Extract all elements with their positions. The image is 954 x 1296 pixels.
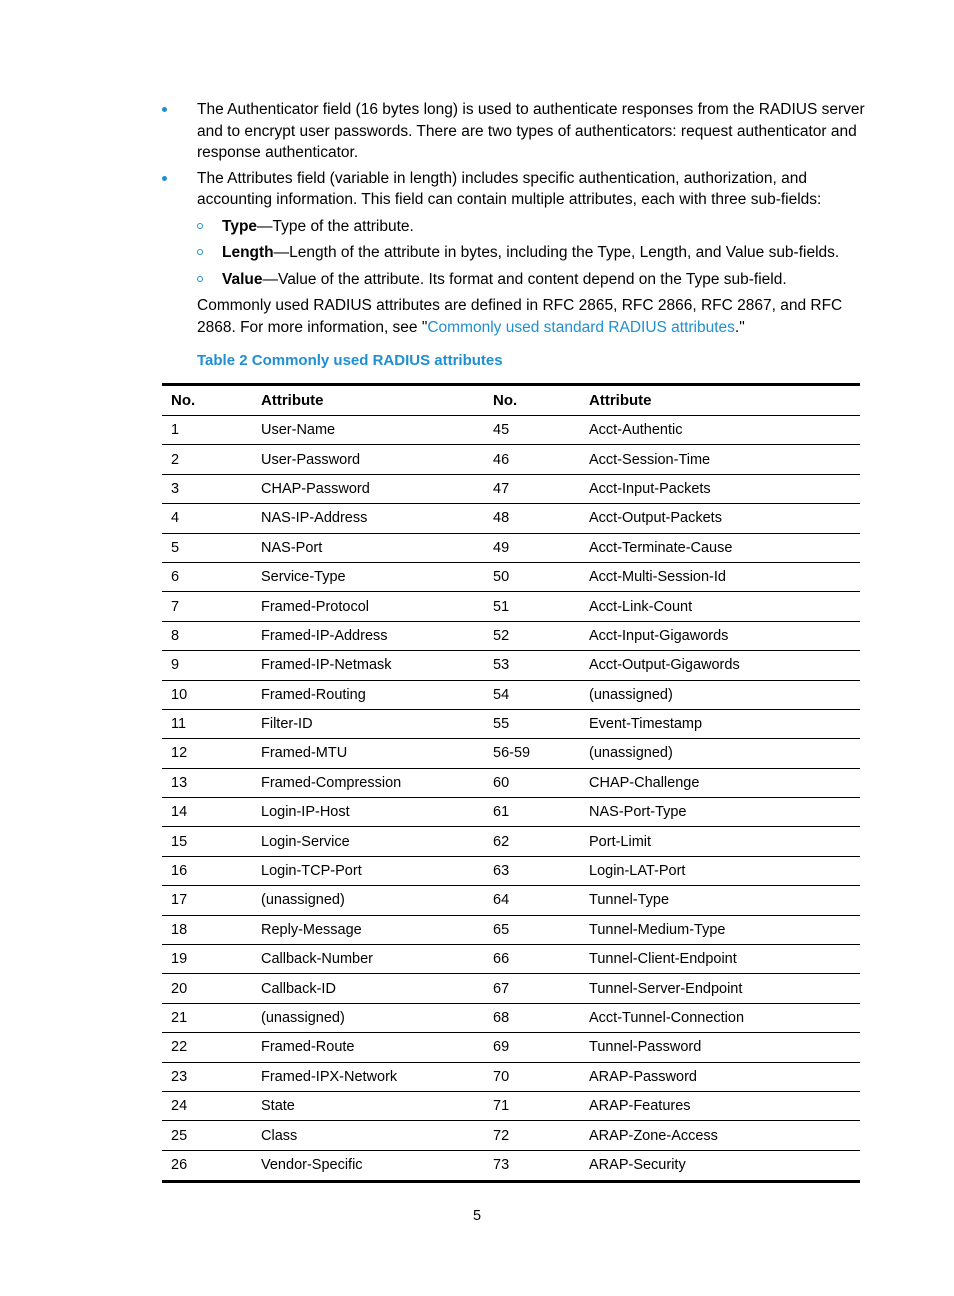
table-row xyxy=(162,1004,860,1033)
table-row xyxy=(162,475,860,504)
table-cell: 46 xyxy=(493,451,510,468)
table-cell: Login-IP-Host xyxy=(261,804,350,821)
table-cell: Login-Service xyxy=(261,833,350,850)
table-row xyxy=(162,445,860,474)
table-cell: ARAP-Password xyxy=(589,1068,697,1085)
table-row xyxy=(162,592,860,621)
table-cell: 66 xyxy=(493,951,510,968)
table-cell: 45 xyxy=(493,422,510,439)
table-cell: Vendor-Specific xyxy=(261,1157,363,1174)
table-cell: 60 xyxy=(493,774,510,791)
table-cell: 25 xyxy=(171,1127,188,1144)
header-attribute: Attribute xyxy=(589,392,652,409)
table-cell: 48 xyxy=(493,510,510,527)
bullet-text: The Attributes field (variable in length) includes specific authentication, authorization, and accounting information. This field can contain multiple attributes, each with three sub-fields: xyxy=(197,169,822,208)
header-no: No. xyxy=(171,392,196,409)
ring-bullet-icon xyxy=(197,249,203,255)
table-row xyxy=(162,974,860,1003)
bullet-dot-icon xyxy=(162,176,167,181)
table-caption: Table 2 Commonly used RADIUS attributes xyxy=(197,352,503,369)
table-cell: 19 xyxy=(171,951,188,968)
table-cell: 17 xyxy=(171,892,188,909)
table-cell: Framed-Route xyxy=(261,1039,355,1056)
table-cell: Framed-MTU xyxy=(261,745,348,762)
table-cell: Port-Limit xyxy=(589,833,652,850)
bullet-authenticator xyxy=(160,99,880,164)
table-cell: 10 xyxy=(171,686,188,703)
bullet-text: The Authenticator field (16 bytes long) is used to authenticate responses from the RADIUS server and to encrypt user passwords. There are two types of authenticators: request authenticator and response authenticator. xyxy=(197,101,865,161)
header-no: No. xyxy=(493,392,518,409)
table-cell: 6 xyxy=(171,569,180,586)
table-cell: Acct-Output-Gigawords xyxy=(589,657,740,674)
table-cell: Tunnel-Type xyxy=(589,892,670,909)
table-cell: Tunnel-Password xyxy=(589,1039,702,1056)
table-cell: (unassigned) xyxy=(589,686,673,703)
table-row xyxy=(162,739,860,768)
table-cell: (unassigned) xyxy=(261,892,345,909)
table-row xyxy=(162,534,860,563)
table-row xyxy=(162,681,860,710)
table-cell: (unassigned) xyxy=(261,1010,345,1026)
table-cell: ARAP-Security xyxy=(589,1157,686,1174)
header-attribute: Attribute xyxy=(261,392,324,409)
subfield-desc: —Length of the attribute in bytes, including the Type, Length, and Value sub-fields. xyxy=(273,244,840,261)
table-cell: 16 xyxy=(171,863,188,880)
table-cell: 71 xyxy=(493,1098,510,1115)
table-cell: NAS-Port-Type xyxy=(589,804,687,821)
table-cell: 51 xyxy=(493,598,510,615)
table-cell: 55 xyxy=(493,716,510,733)
table-row xyxy=(162,563,860,592)
table-cell: Framed-Routing xyxy=(261,686,366,703)
table-row xyxy=(162,651,860,680)
table-cell: Reply-Message xyxy=(261,921,362,938)
table-row xyxy=(162,769,860,798)
bullet-attributes xyxy=(160,168,880,211)
table-cell: 69 xyxy=(493,1039,510,1056)
table-header-row xyxy=(162,386,860,416)
table-cell: 11 xyxy=(171,716,187,733)
subfield-term: Type xyxy=(222,217,258,235)
table-cell: 1 xyxy=(171,422,180,439)
table-cell: 7 xyxy=(171,598,180,615)
subfield-desc: —Value of the attribute. Its format and content depend on the Type sub-field. xyxy=(262,270,787,288)
table-cell: Callback-ID xyxy=(261,980,336,997)
paragraph-tail: ." xyxy=(734,318,745,336)
table-row xyxy=(162,416,860,445)
rfc-paragraph xyxy=(197,295,880,338)
table-cell: Acct-Terminate-Cause xyxy=(589,539,733,556)
subfield-type xyxy=(197,216,880,238)
table-cell: 2 xyxy=(171,451,180,468)
table-cell: Tunnel-Medium-Type xyxy=(589,921,726,938)
table-cell: Event-Timestamp xyxy=(589,716,703,733)
table-cell: Framed-IP-Netmask xyxy=(261,657,392,674)
radius-attributes-table xyxy=(162,383,860,1183)
table-cell: Acct-Tunnel-Connection xyxy=(589,1010,745,1026)
table-cell: Acct-Input-Packets xyxy=(589,480,711,497)
table-cell: User-Name xyxy=(261,422,336,439)
table-cell: State xyxy=(261,1098,295,1115)
table-cell: 12 xyxy=(171,745,188,762)
table-cell: Class xyxy=(261,1127,298,1144)
page-number: 5 xyxy=(472,1208,482,1224)
table-cell: 9 xyxy=(171,657,180,674)
table-cell: (unassigned) xyxy=(589,745,673,762)
subfield-length xyxy=(197,242,880,264)
table-row xyxy=(162,827,860,856)
table-row xyxy=(162,1063,860,1092)
table-cell: 22 xyxy=(171,1039,188,1056)
table-cell: 56-59 xyxy=(493,745,531,762)
table-cell: 64 xyxy=(493,892,510,909)
table-cell: Login-TCP-Port xyxy=(261,863,362,880)
table-cell: ARAP-Features xyxy=(589,1098,691,1115)
table-cell: 3 xyxy=(171,480,180,497)
ring-bullet-icon xyxy=(197,276,203,282)
table-cell: 18 xyxy=(171,921,188,938)
table-cell: Acct-Authentic xyxy=(589,422,683,439)
table-cell: Service-Type xyxy=(261,569,346,586)
table-cell: Framed-IPX-Network xyxy=(261,1068,398,1085)
table-cell: 54 xyxy=(493,686,510,703)
table-row xyxy=(162,798,860,827)
table-cell: Callback-Number xyxy=(261,951,374,968)
ring-bullet-icon xyxy=(197,223,203,229)
table-row xyxy=(162,504,860,533)
table-cell: Framed-Compression xyxy=(261,774,402,791)
table-cell: 62 xyxy=(493,833,510,850)
table-cell: Framed-IP-Address xyxy=(261,627,388,644)
table-cell: 26 xyxy=(171,1157,188,1174)
table-cell: 49 xyxy=(493,539,510,556)
table-cell: CHAP-Password xyxy=(261,480,370,497)
table-cell: 50 xyxy=(493,569,510,586)
table-cell: CHAP-Challenge xyxy=(589,774,700,791)
table-cell: NAS-IP-Address xyxy=(261,510,368,527)
table-cell: NAS-Port xyxy=(261,539,323,556)
table-cell: 8 xyxy=(171,627,180,644)
table-row xyxy=(162,1151,860,1180)
table-cell: 63 xyxy=(493,863,510,880)
table-cell: Acct-Link-Count xyxy=(589,598,693,615)
bullet-list xyxy=(160,99,880,338)
table-cell: 73 xyxy=(493,1157,510,1174)
table-cell: 20 xyxy=(171,980,188,997)
table-cell: 53 xyxy=(493,657,510,674)
table-cell: 14 xyxy=(171,804,188,821)
table-cell: 70 xyxy=(493,1068,510,1085)
table-cell: 24 xyxy=(171,1098,188,1115)
paragraph-text: Commonly used RADIUS attributes are defined in RFC 2865, RFC 2866, RFC 2867, and RFC 2868. For more information, see " xyxy=(197,297,843,336)
table-cell: 5 xyxy=(171,539,180,556)
table-cell: Framed-Protocol xyxy=(261,598,369,615)
table-row xyxy=(162,916,860,945)
table-cell: 65 xyxy=(493,921,510,938)
table-row xyxy=(162,857,860,886)
table-cell: 67 xyxy=(493,980,510,997)
table-cell: 68 xyxy=(493,1010,510,1026)
table-cell: Acct-Input-Gigawords xyxy=(589,627,729,644)
table-row xyxy=(162,1121,860,1150)
subfield-value xyxy=(197,269,880,291)
table-row xyxy=(162,1033,860,1062)
subfield-desc: —Type of the attribute. xyxy=(257,217,414,235)
table-cell: 23 xyxy=(171,1068,188,1085)
table-cell: 13 xyxy=(171,774,188,791)
bullet-dot-icon xyxy=(162,107,167,112)
table-cell: ARAP-Zone-Access xyxy=(589,1127,718,1144)
table-cell: 47 xyxy=(493,480,510,497)
table-cell: 4 xyxy=(171,510,180,527)
table-row xyxy=(162,622,860,651)
table-cell: 21 xyxy=(171,1010,188,1026)
table-cell: 61 xyxy=(493,804,510,821)
table-row xyxy=(162,945,860,974)
table-row xyxy=(162,710,860,739)
table-cell: 52 xyxy=(493,627,510,644)
table-cell: Login-LAT-Port xyxy=(589,863,686,880)
table-cell: Tunnel-Client-Endpoint xyxy=(589,951,737,968)
table-cell: 72 xyxy=(493,1127,510,1144)
table-row xyxy=(162,1092,860,1121)
table-cell: Filter-ID xyxy=(261,716,313,733)
table-cell: 15 xyxy=(171,833,188,850)
table-cell: Acct-Multi-Session-Id xyxy=(589,569,726,586)
table-row xyxy=(162,886,860,915)
table-cell: Acct-Output-Packets xyxy=(589,510,722,527)
table-cell: User-Password xyxy=(261,451,361,468)
table-cell: Tunnel-Server-Endpoint xyxy=(589,980,743,997)
subfield-term: Length xyxy=(222,244,274,261)
radius-attributes-link[interactable]: Commonly used standard RADIUS attributes xyxy=(427,318,735,336)
table-cell: Acct-Session-Time xyxy=(589,451,711,468)
subfield-term: Value xyxy=(222,270,263,288)
